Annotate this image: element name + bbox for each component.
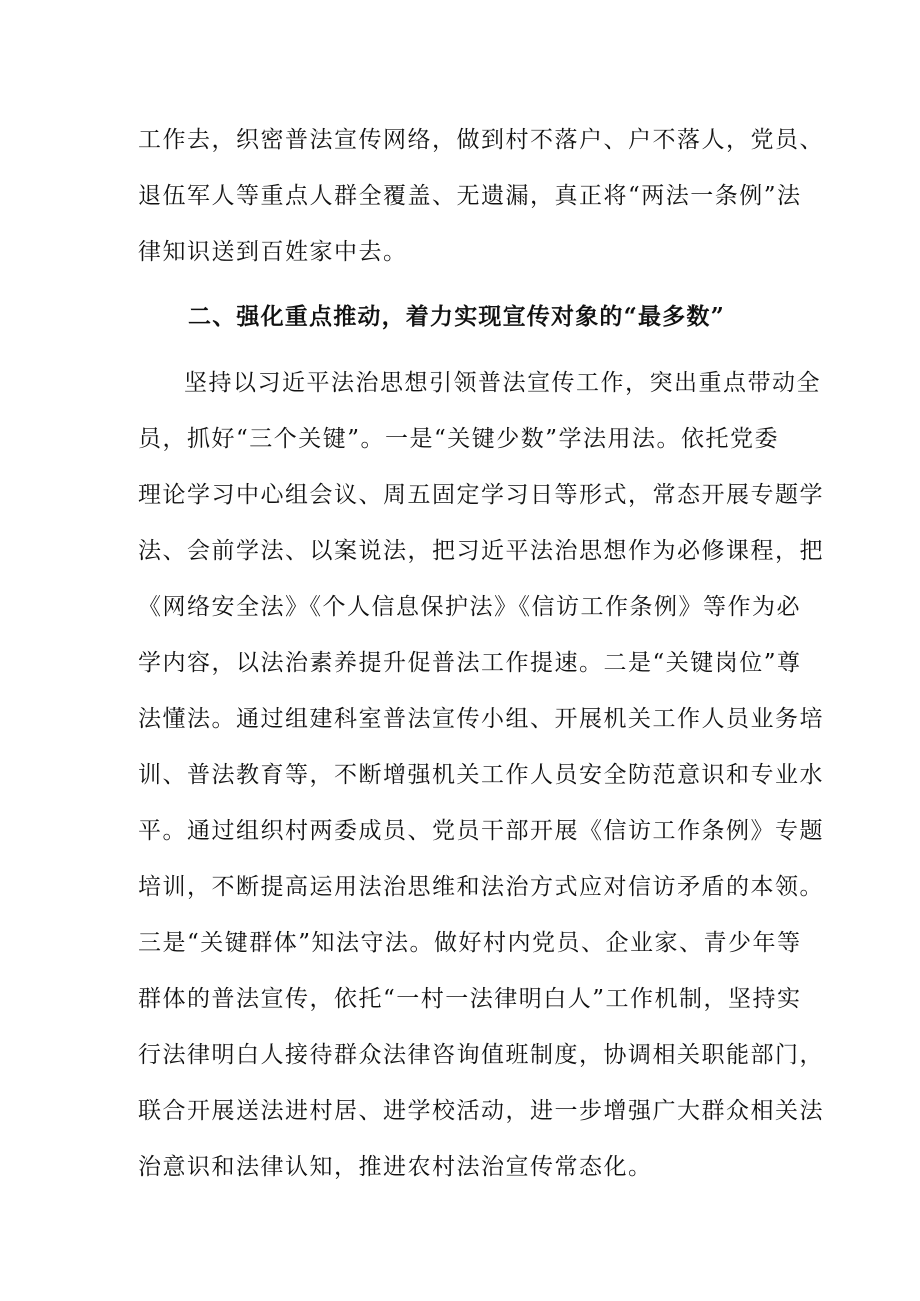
paragraph-line: 员，抓好“三个关键”。一是“关键少数”学法用法。依托党委 [138, 426, 780, 452]
paragraph-line: 学内容，以法治素养提升促普法工作提速。二是“关键岗位”尊 [138, 650, 802, 676]
paragraph-line: 平。通过组织村两委成员、党员干部开展《信访工作条例》专题 [138, 818, 824, 844]
paragraph-line: 《网络安全法》《个人信息保护法》《信访工作条例》等作为必 [138, 594, 801, 620]
section-heading: 二、强化重点推动，着力实现宣传对象的“最多数” [188, 303, 726, 330]
paragraph-line: 培训，不断提高运用法治思维和法治方式应对信访矛盾的本领。 [138, 874, 824, 900]
paragraph-line: 训、普法教育等，不断增强机关工作人员安全防范意识和专业水 [138, 762, 824, 788]
paragraph-line: 工作去，织密普法宣传网络，做到村不落户、户不落人，党员、 [138, 127, 824, 153]
paragraph-line: 退伍军人等重点人群全覆盖、无遗漏，真正将“两法一条例”法 [138, 183, 802, 209]
paragraph-line: 律知识送到百姓家中去。 [138, 239, 408, 265]
paragraph-line: 三是“关键群体”知法守法。做好村内党员、企业家、青少年等 [138, 930, 802, 956]
paragraph-line: 法、会前学法、以案说法，把习近平法治思想作为必修课程，把 [138, 538, 824, 564]
paragraph-line: 理论学习中心组会议、周五固定学习日等形式，常态开展专题学 [138, 482, 824, 508]
paragraph-line: 坚持以习近平法治思想引领普法宣传工作，突出重点带动全 [184, 370, 821, 396]
paragraph-line: 群体的普法宣传，依托“一村一法律明白人”工作机制，坚持实 [138, 986, 802, 1012]
paragraph-line: 联合开展送法进村居、进学校活动，进一步增强广大群众相关法 [138, 1098, 824, 1124]
paragraph-line: 治意识和法律认知，推进农村法治宣传常态化。 [138, 1154, 653, 1180]
paragraph-line: 行法律明白人接待群众法律咨询值班制度，协调相关职能部门， [138, 1042, 824, 1068]
paragraph-line: 法懂法。通过组建科室普法宣传小组、开展机关工作人员业务培 [138, 706, 824, 732]
